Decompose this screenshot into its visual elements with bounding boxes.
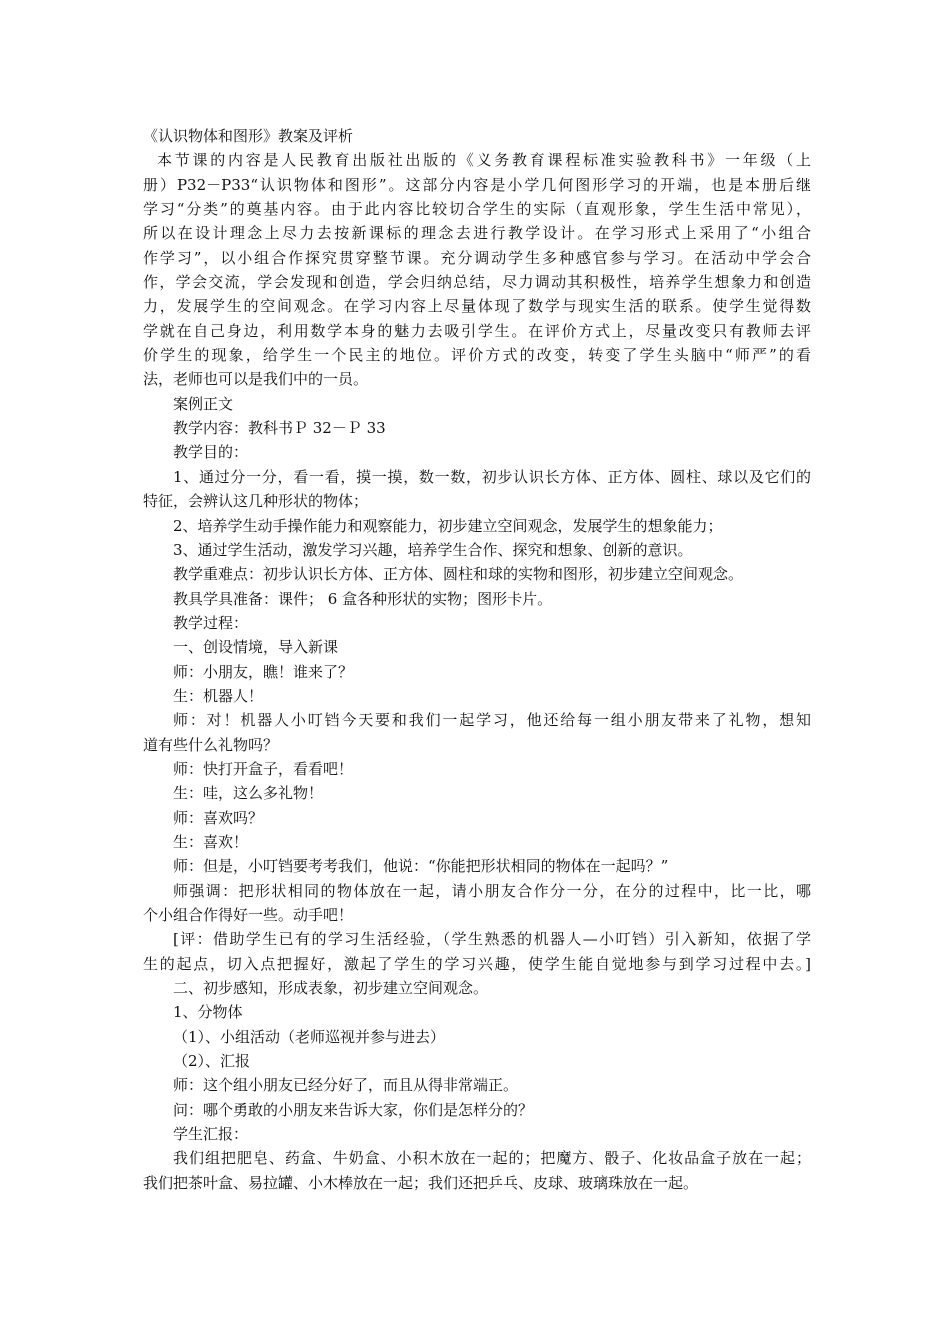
text-line: [评：借助学生已有的学习生活经验，（学生熟悉的机器人—小叮铛）引入新知，依据了学 [173, 930, 811, 949]
text-line: 力，发展学生的空间观念。在学习内容上尽量体现了数学与现实生活的联系。使学生觉得数 [143, 297, 811, 316]
text-line: 学习“分类”的奠基内容。由于此内容比较切合学生的实际（直观形象，学生生活中常见）， [143, 200, 811, 219]
text-line: 师：对！机器人小叮铛今天要和我们一起学习，他还给每一组小朋友带来了礼物，想知 [173, 711, 811, 730]
text-line: 教学重难点：初步认识长方体、正方体、圆柱和球的实物和图形，初步建立空间观念。 [173, 565, 744, 584]
text-line: （2）、汇报 [173, 1052, 251, 1071]
text-line: 生：机器人！ [173, 686, 264, 705]
text-line: 本节课的内容是人民教育出版社出版的《义务教育课程标准实验教科书》一年级（上 [157, 151, 811, 170]
text-line: 我们组把肥皂、药盒、牛奶盒、小积木放在一起的；把魔方、骰子、化妆品盒子放在一起； [173, 1149, 811, 1168]
document-title: 《认识物体和图形》教案及评析 [143, 127, 354, 145]
document-body [143, 148, 811, 1195]
text-line: 生的起点，切入点把握好，激起了学生的学习兴趣，使学生能自觉地参与到学习过程中去。] [143, 954, 811, 973]
text-line: 教具学具准备：课件； 6 盒各种形状的实物；图形卡片。 [173, 589, 553, 608]
text-line: 作学习”，以小组合作探究贯穿整节课。充分调动学生多种感官参与学习。在活动中学会合 [143, 248, 811, 267]
text-line: 2、培养学生动手操作能力和观察能力，初步建立空间观念，发展学生的想象能力； [173, 516, 723, 535]
text-line: 二、初步感知，形成表象，初步建立空间观念。 [173, 979, 489, 998]
text-line: 册）P32－P33“认识物体和图形”。这部分内容是小学几何图形学习的开端，也是本册后继 [143, 175, 811, 194]
text-line: 我们把茶叶盒、易拉罐、小木棒放在一起；我们还把乒乓、皮球、玻璃珠放在一起。 [143, 1173, 699, 1192]
text-line: 特征，会辨认这几种形状的物体； [143, 492, 369, 511]
text-line: 师：喜欢吗？ [173, 808, 264, 827]
text-line: 问：哪个勇敢的小朋友来告诉大家，你们是怎样分的？ [173, 1100, 534, 1119]
text-line: 道有些什么礼物吗？ [143, 735, 279, 754]
text-line: 价学生的现象，给学生一个民主的地位。评价方式的改变，转变了学生头脑中“师严”的看 [143, 346, 811, 365]
text-line: 师：快打开盒子，看看吧！ [173, 759, 354, 778]
text-line: 所以在设计理念上尽力去按新课标的理念去进行教学设计。在学习形式上采用了“小组合 [143, 224, 811, 243]
text-line: 生：哇，这么多礼物！ [173, 784, 324, 803]
text-line: 教学目的： [173, 443, 249, 462]
text-line: 生：喜欢！ [173, 832, 249, 851]
text-line: 1、通过分一分，看一看，摸一摸，数一数，初步认识长方体、正方体、圆柱、球以及它们的 [173, 467, 811, 486]
text-line: 教学内容：教科书Ｐ 32－Ｐ 33 [173, 419, 386, 438]
text-line: 学就在自己身边，利用数学本身的魅力去吸引学生。在评价方式上，尽量改变只有教师去评 [143, 321, 811, 340]
text-line: 案例正文 [173, 394, 234, 413]
text-line: 教学过程： [173, 613, 249, 632]
document-page [143, 124, 811, 1195]
text-line: 法，老师也可以是我们中的一员。 [143, 370, 369, 389]
text-line: 作，学会交流，学会发现和创造，学会归纳总结，尽力调动其积极性，培养学生想象力和创造 [143, 273, 811, 292]
text-line: （1）、小组活动（老师巡视并参与进去） [173, 1027, 446, 1046]
text-line: 师强调：把形状相同的物体放在一起，请小朋友合作分一分，在分的过程中，比一比，哪 [173, 881, 811, 900]
text-line: 个小组合作得好一些。动手吧！ [143, 906, 354, 924]
text-line: 学生汇报： [173, 1125, 249, 1144]
text-line: 师：这个组小朋友已经分好了，而且从得非常端正。 [173, 1076, 519, 1095]
text-line: 师：但是，小叮铛要考考我们，他说：“你能把形状相同的物体在一起吗？” [173, 857, 669, 876]
text-line: 师：小朋友，瞧！谁来了？ [173, 662, 354, 681]
text-line: 3、通过学生活动，激发学习兴趣，培养学生合作、探究和想象、创新的意识。 [173, 540, 693, 559]
text-line: 一、创设情境，导入新课 [173, 638, 339, 657]
text-line: 1、分物体 [173, 1003, 243, 1022]
